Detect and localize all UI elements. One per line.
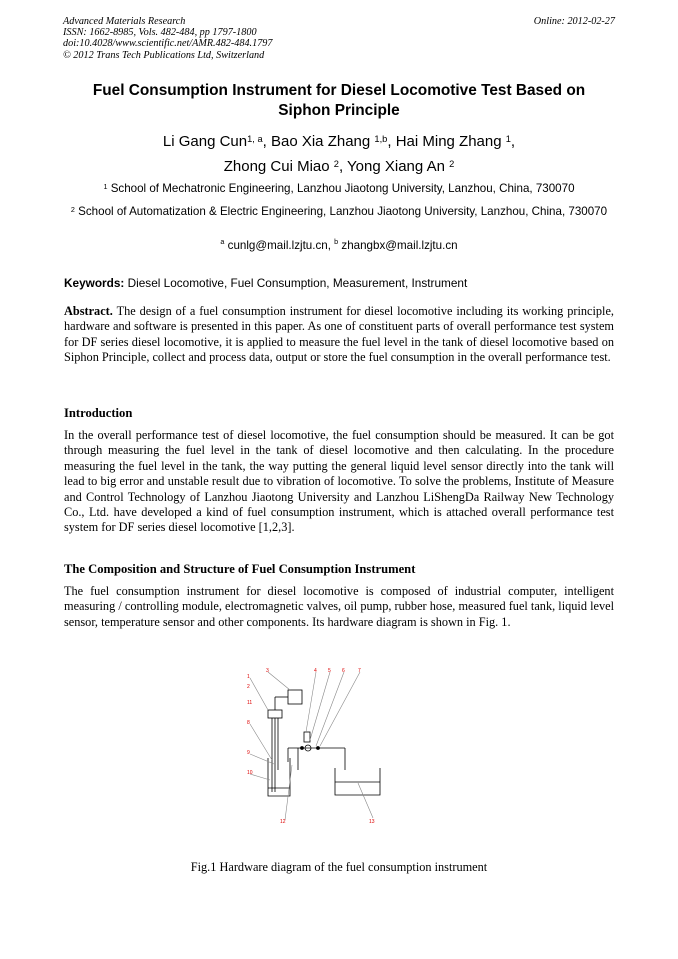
hardware-diagram	[230, 660, 390, 828]
figure-label: 13	[369, 819, 375, 825]
affiliation-text: School of Automatization & Electric Engineering, Lanzhou Jiaotong University, Lanzhou, China, 730070	[78, 205, 608, 218]
section-heading-composition: The Composition and Structure of Fuel Consumption Instrument	[64, 562, 416, 576]
email-line: $^a$ cunlg@mail.lzjtu.cn, $^b$ zhangbx@mail.lzjtu.cn	[220, 237, 458, 252]
journal-name: Advanced Materials Research	[63, 16, 186, 27]
figure-label: 5	[328, 668, 331, 674]
composition-paragraph: The fuel consumption instrument for diesel locomotive is composed of industrial computer, intelligent measuring / controlling module, electromagnetic valves, oil pump, rubber hose, measured fuel tank, liquid level sensor, temperature sensor and other components. Its hardware diagram is shown in Fig. 1.	[64, 584, 614, 629]
keywords-line	[64, 276, 614, 290]
issn-line: ISSN: 1662-8985, Vols. 482-484, pp 1797-1800	[63, 27, 257, 39]
abstract-text: The design of a fuel consumption instrument for diesel locomotive including its working principle, hardware and software is presented in this paper. As one of constituent parts of overall performance test system for DF series diesel locomotive, it is applied to measure the fuel level in the tank of diesel locomotive based on Siphon Principle, collect and process data, output or store the fuel consumption in the overall performance test.	[64, 304, 614, 365]
author-name: Li Gang Cun	[162, 133, 248, 150]
joint	[301, 747, 304, 750]
figure-label: 7	[358, 668, 361, 674]
keywords-label: Keywords:	[64, 276, 125, 290]
keywords-text: Diesel Locomotive, Fuel Consumption, Measurement, Instrument	[127, 276, 468, 290]
author-sup: 2	[333, 159, 339, 169]
figure-label: 9	[247, 750, 250, 756]
figure-label: 12	[280, 819, 286, 825]
email-link[interactable]: zhangbx@mail.lzjtu.cn	[341, 239, 458, 252]
module-box	[268, 710, 282, 718]
figure-label: 3	[266, 668, 269, 674]
author-name: Hai Ming Zhang	[395, 133, 502, 150]
author-line-2: Zhong Cui Miao $^2$, Yong Xiang An $^2$	[223, 158, 455, 175]
online-date: Online: 2012-02-27	[533, 16, 615, 27]
figure-label: 4	[314, 668, 317, 674]
measured-tank	[268, 758, 290, 796]
section-heading-introduction: Introduction	[64, 406, 133, 420]
fuel-tank	[335, 768, 380, 795]
author-list	[40, 129, 638, 179]
computer-box	[288, 690, 302, 704]
figure-label: 8	[247, 720, 250, 726]
author-line-1: Li Gang Cun$^{1, a}$, Bao Xia Zhang $^{1,b}$, Hai Ming Zhang $^1$,	[162, 133, 516, 150]
abstract-paragraph	[64, 304, 614, 366]
doi-line: doi:10.4028/www.scientific.net/AMR.482-484.1797	[63, 38, 273, 50]
valve	[304, 732, 310, 742]
affiliation-sup: 2	[70, 205, 75, 214]
figure-caption: Fig.1 Hardware diagram of the fuel consumption instrument	[190, 860, 488, 874]
author-sup: 1,b	[374, 134, 388, 144]
author-name: Bao Xia Zhang	[270, 133, 371, 150]
figure-label: 1	[247, 674, 250, 680]
page-header	[63, 16, 615, 61]
email-link[interactable]: cunlg@mail.lzjtu.cn	[227, 239, 328, 252]
affiliation-2	[60, 205, 618, 219]
author-sup: 1, a	[247, 134, 263, 144]
figure-label: 2	[247, 684, 250, 690]
abstract-label: Abstract.	[64, 304, 113, 318]
intro-paragraph: In the overall performance test of diesel locomotive, the fuel consumption should be measured. It can be got through measuring the fuel level in the tank of diesel locomotive and then calculating. In the procedure measuring the fuel level in the tank, the way putting the general liquid level sensor directly into the tank will lead to big error and unstable result due to vibration of locomotive. To solve the problems, Institute of Measure and Control Technology of Lanzhou Jiaotong University and Lanzhou LiShengDa Railway New Technology Co., Ltd. have developed a kind of fuel consumption instrument, which is attached overall performance test system for DF series diesel locomotive [1,2,3].	[64, 428, 614, 535]
figure-label: 10	[247, 770, 253, 776]
figure-label: 6	[342, 668, 345, 674]
joint	[317, 747, 320, 750]
title-line-1: Fuel Consumption Instrument for Diesel Locomotive Test Based on	[92, 82, 586, 99]
title-line-2: Siphon Principle	[278, 101, 400, 119]
affiliation-text: School of Mechatronic Engineering, Lanzhou Jiaotong University, Lanzhou, China, 730070	[110, 182, 575, 195]
author-name: Yong Xiang An	[347, 158, 445, 175]
author-sup: 1	[505, 134, 511, 144]
email-sup: a	[220, 237, 225, 246]
email-sup: b	[334, 237, 339, 246]
author-name: Zhong Cui Miao	[223, 158, 330, 175]
copyright-line: © 2012 Trans Tech Publications Ltd, Switzerland	[63, 49, 265, 61]
figure-label: 11	[247, 700, 253, 706]
affiliation-1	[60, 182, 618, 196]
affiliation-sup: 1	[103, 182, 108, 191]
paper-title	[60, 81, 618, 120]
author-sup: 2	[449, 159, 455, 169]
